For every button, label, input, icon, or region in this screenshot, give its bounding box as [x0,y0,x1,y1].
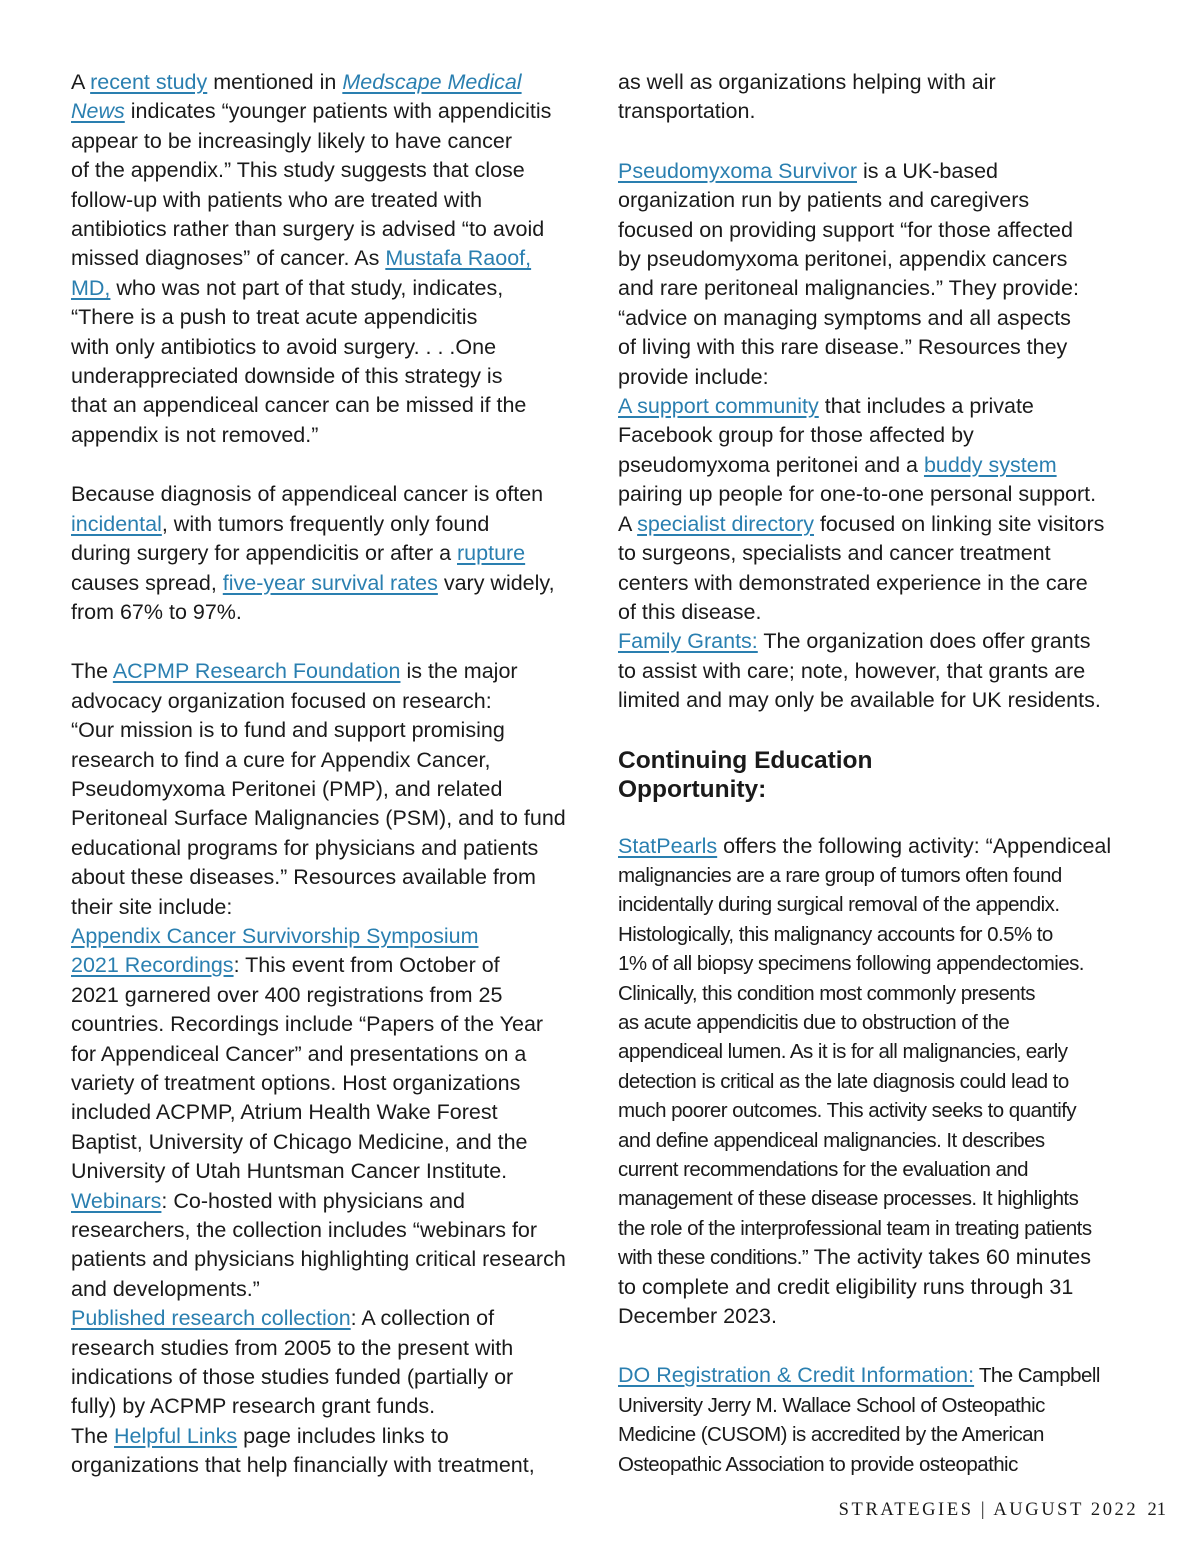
published-research-link[interactable]: Published research collection [71,1306,351,1331]
paragraph-do-registration: DO Registration & Credit Information: The Campbell University Jerry M. Wallace School of Osteopathic Medicine (CUSOM) is accredited by the American Osteopathic Association to provide osteopathic [618,1363,1100,1476]
incidental-link[interactable]: incidental [71,511,162,536]
paragraph-diagnosis: Because diagnosis of appendiceal cancer is often incidental, with tumors frequently only found during surgery for appendicitis or after a rupture causes spread, five-year survival rates vary widely, from 67% to 97%. [71,482,555,624]
recent-study-link[interactable]: recent study [90,70,208,94]
buddy-system-link[interactable]: buddy system [923,452,1057,477]
mustafa-raoof-link-continued[interactable]: MD, [71,275,111,300]
survival-rates-link[interactable]: five-year survival rates [222,570,438,595]
helpful-links-link[interactable]: Helpful Links [114,1423,238,1448]
page-footer [839,1500,1166,1521]
paragraph-air-transport: as well as organizations helping with air transportation. [618,70,996,124]
rupture-link[interactable]: rupture [457,541,526,566]
symposium-link[interactable]: Appendix Cancer Survivorship Symposium [71,923,479,948]
left-column [71,68,591,1511]
paragraph-acpmp: The ACPMP Research Foundation is the major advocacy organization focused on research: “Our mission is to fund and support promising research to find a cure for Appendix Cancer, Pseudomyxoma Peritonei (PMP), and related Peritoneal Surface Malignancies (PSM), and to fund educational programs for physicians and patients about these diseases.” Resources available from their site include: Appendix Cancer Survivorship Symposium 2021 Recordings: This event from October of 2021 garnered over 400 registrations from 25 countries. Recordings include “Papers of the Year for Appendiceal Cancer” and presentations on a variety of treatment options. Host organizations included ACPMP, Atrium Health Wake Forest Baptist, University of Chicago Medicine, and the University of Utah Huntsman Cancer Institute. Webinars: Co-hosted with physicians and researchers, the collection includes “webinars for patients and physicians highlighting critical research and developments.” Published research collection: A collection of research studies from 2005 to the present with indications of those studies funded (partially or fully) by ACPMP research grant funds. The Helpful Links page includes links to organizations that help financially with treatment, [71,659,566,1478]
specialist-directory-link[interactable]: specialist directory [637,511,814,536]
mustafa-raoof-link[interactable]: Mustafa Raoof, [385,246,532,271]
medscape-link-continued[interactable]: News [71,99,125,124]
paragraph-pseudomyxoma-survivor: Pseudomyxoma Survivor is a UK-based organization run by patients and caregivers focused on providing support “for those affected by pseudomyxoma peritonei, appendix cancers and rare peritoneal malignancies.” They provide: “advice on managing symptoms and all aspects of living with this rare disease.” Resources they provide include: A support community that includes a private Facebook group for those affected by pseudomyxoma peritonei and a buddy system pairing up people for one-to-one personal support. A specialist directory focused on linking site visitors to surgeons, specialists and cancer treatment centers with demonstrated experience in the care of this disease. Family Grants: The organization does offer grants to assist with care; note, however, that grants are limited and may only be available for UK residents. [618,158,1105,713]
acpmp-foundation-link[interactable]: ACPMP Research Foundation [112,659,401,684]
publication-name: STRATEGIES | AUGUST 2022 [838,1500,1139,1520]
support-community-link[interactable]: A support community [618,394,819,419]
webinars-link[interactable]: Webinars [71,1188,162,1213]
page-number: 21 [1147,1500,1166,1520]
do-registration-link[interactable]: DO Registration & Credit Information: [618,1363,975,1388]
paragraph-statpearls: StatPearls offers the following activity: “Appendiceal malignancies are a rare group of tumors often found incidentally during surgical removal of the appendix. Histologically, this malignancy accounts for 0.5% to 1% of all biopsy specimens following appendectomies. Clinically, this condition most commonly presents as acute appendicitis due to obstruction of the appendiceal lumen. As it is for all malignancies, early detection is critical as the late diagnosis could lead to much poorer outcomes. This activity seeks to quantify and define appendiceal malignancies. It describes current recommendations for the evaluation and management of these disease processes. It highlights the role of the interprofessional team in treating patients with these conditions.” The activity takes 60 minutes to complete and credit eligibility runs through 31 December 2023. [618,833,1112,1329]
medscape-link[interactable]: Medscape Medical [342,70,522,94]
statpearls-link[interactable]: StatPearls [618,833,718,858]
family-grants-link[interactable]: Family Grants: [618,629,758,654]
paragraph-recent-study: A recent study mentioned in Medscape Medical News indicates “younger patients with appendicitis appear to be increasingly likely to have cancer of the appendix.” This study suggests that close follow-up with patients who are treated with antibiotics rather than surgery is advised “to avoid missed diagnoses” of cancer. As Mustafa Raoof, MD, who was not part of that study, indicates, “There is a push to treat acute appendicitis with only antibiotics to avoid surgery. . . .One underappreciated downside of this strategy is that an appendiceal cancer can be missed if the appendix is not removed.” [71,70,552,447]
symposium-link-continued[interactable]: 2021 Recordings [71,953,234,978]
right-column [618,68,1138,1509]
continuing-education-heading: Continuing Education Opportunity: [618,746,873,803]
pseudomyxoma-survivor-link[interactable]: Pseudomyxoma Survivor [618,158,857,183]
